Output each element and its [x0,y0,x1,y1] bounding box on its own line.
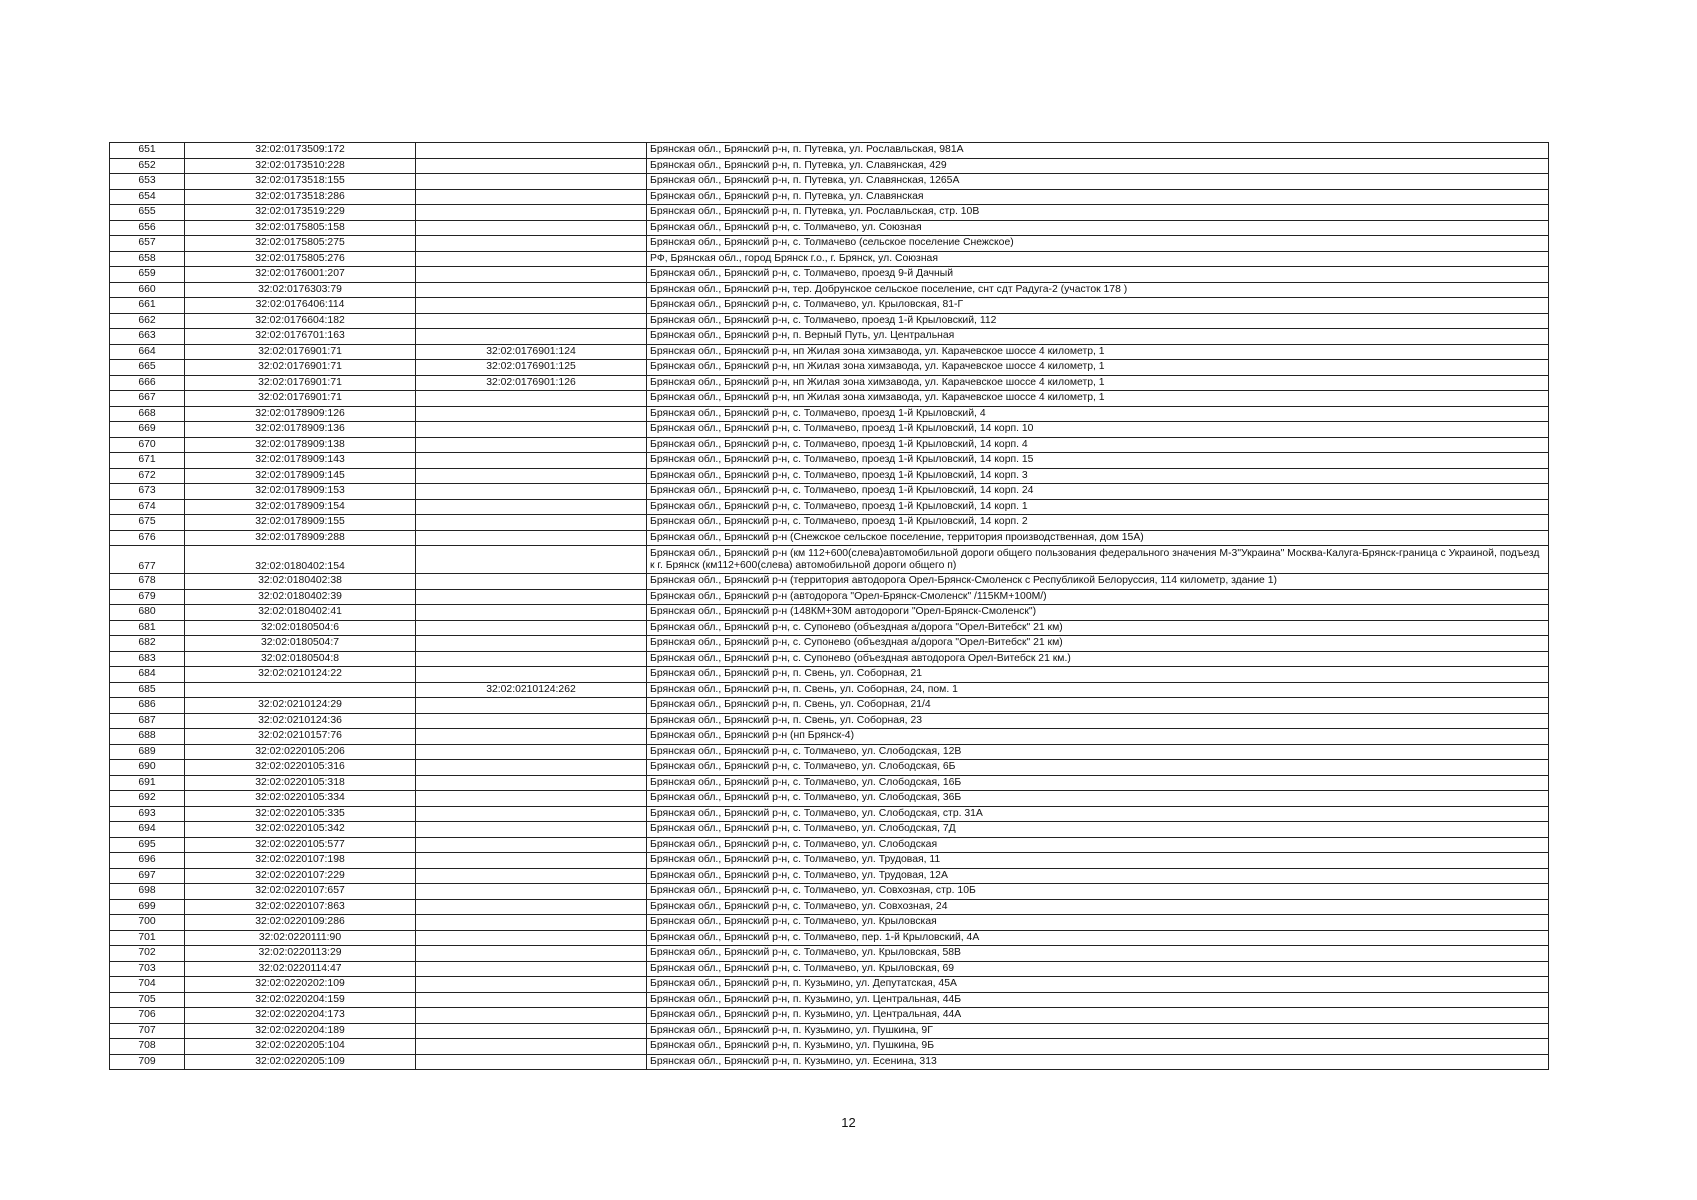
address-cell: Брянская обл., Брянский р-н, с. Толмачево, ул. Слободская [647,837,1549,853]
row-number-cell: 705 [110,992,185,1008]
table-row [110,515,1549,531]
row-number-cell: 689 [110,744,185,760]
object-cadastral-number-cell [416,530,647,546]
address-cell: Брянская обл., Брянский р-н, с. Толмачево, проезд 1-й Крыловский, 4 [647,406,1549,422]
table-row [110,546,1549,574]
table-row [110,205,1549,221]
table-row [110,375,1549,391]
cadastral-number-cell: 32:02:0220205:109 [185,1054,416,1070]
row-number-cell: 660 [110,282,185,298]
address-cell: Брянская обл., Брянский р-н, с. Толмачево, проезд 1-й Крыловский, 14 корп. 1 [647,499,1549,515]
table-row [110,484,1549,500]
object-cadastral-number-cell [416,729,647,745]
cadastral-number-cell: 32:02:0180402:154 [185,546,416,574]
cadastral-number-cell: 32:02:0173510:228 [185,158,416,174]
object-cadastral-number-cell: 32:02:0176901:126 [416,375,647,391]
object-cadastral-number-cell [416,574,647,590]
cadastral-number-cell: 32:02:0210124:36 [185,713,416,729]
address-cell: Брянская обл., Брянский р-н, с. Толмачево, проезд 1-й Крыловский, 14 корп. 2 [647,515,1549,531]
object-cadastral-number-cell [416,636,647,652]
address-cell: Брянская обл., Брянский р-н, с. Толмачево, ул. Слободская, стр. 31А [647,806,1549,822]
object-cadastral-number-cell [416,329,647,345]
object-cadastral-number-cell [416,499,647,515]
address-cell: Брянская обл., Брянский р-н, с. Толмачево, ул. Слободская, 16Б [647,775,1549,791]
table-row [110,391,1549,407]
address-cell: Брянская обл., Брянский р-н, п. Кузьмино, ул. Центральная, 44А [647,1008,1549,1024]
address-cell: Брянская обл., Брянский р-н, с. Толмачево, ул. Совхозная, стр. 10Б [647,884,1549,900]
table-row [110,806,1549,822]
row-number-cell: 652 [110,158,185,174]
table-row [110,961,1549,977]
cadastral-number-cell: 32:02:0220204:173 [185,1008,416,1024]
address-cell: Брянская обл., Брянский р-н, п. Свень, ул. Соборная, 21 [647,667,1549,683]
row-number-cell: 655 [110,205,185,221]
row-number-cell: 653 [110,174,185,190]
address-cell: Брянская обл., Брянский р-н, с. Супонево (объездная автодорога Орел-Витебск 21 км.) [647,651,1549,667]
row-number-cell: 688 [110,729,185,745]
address-cell: Брянская обл., Брянский р-н, с. Толмачево, ул. Трудовая, 12А [647,868,1549,884]
table-row [110,406,1549,422]
cadastral-number-cell: 32:02:0176406:114 [185,298,416,314]
table-row [110,884,1549,900]
table-row [110,977,1549,993]
cadastral-number-cell: 32:02:0173519:229 [185,205,416,221]
table-row [110,189,1549,205]
cadastral-number-cell: 32:02:0220204:159 [185,992,416,1008]
address-cell: Брянская обл., Брянский р-н, п. Путевка, ул. Рославльская, 981А [647,143,1549,159]
row-number-cell: 670 [110,437,185,453]
row-number-cell: 702 [110,946,185,962]
address-cell: Брянская обл., Брянский р-н, п. Верный Путь, ул. Центральная [647,329,1549,345]
cadastral-number-cell: 32:02:0220105:316 [185,760,416,776]
cadastral-number-cell: 32:02:0178909:154 [185,499,416,515]
row-number-cell: 682 [110,636,185,652]
address-cell: Брянская обл., Брянский р-н, п. Свень, ул. Соборная, 21/4 [647,698,1549,714]
object-cadastral-number-cell [416,143,647,159]
cadastral-number-cell: 32:02:0220107:863 [185,899,416,915]
table-row [110,667,1549,683]
address-cell: Брянская обл., Брянский р-н (148КМ+30М автодороги "Орел-Брянск-Смоленск") [647,605,1549,621]
cadastral-number-cell: 32:02:0176303:79 [185,282,416,298]
cadastral-number-cell: 32:02:0175805:158 [185,220,416,236]
cadastral-number-cell: 32:02:0176604:182 [185,313,416,329]
object-cadastral-number-cell [416,468,647,484]
address-cell: Брянская обл., Брянский р-н, с. Толмачево, ул. Крыловская, 58В [647,946,1549,962]
object-cadastral-number-cell [416,236,647,252]
address-cell: Брянская обл., Брянский р-н (нп Брянск-4) [647,729,1549,745]
object-cadastral-number-cell [416,822,647,838]
table-row [110,1039,1549,1055]
object-cadastral-number-cell [416,899,647,915]
table-row [110,636,1549,652]
object-cadastral-number-cell [416,930,647,946]
row-number-cell: 707 [110,1023,185,1039]
cadastral-number-cell: 32:02:0176901:71 [185,375,416,391]
object-cadastral-number-cell [416,282,647,298]
row-number-cell: 683 [110,651,185,667]
object-cadastral-number-cell [416,484,647,500]
object-cadastral-number-cell [416,884,647,900]
object-cadastral-number-cell [416,189,647,205]
table-row [110,143,1549,159]
row-number-cell: 698 [110,884,185,900]
cadastral-number-cell: 32:02:0180402:39 [185,589,416,605]
object-cadastral-number-cell [416,313,647,329]
row-number-cell: 666 [110,375,185,391]
address-cell: РФ, Брянская обл., город Брянск г.о., г. Брянск, ул. Союзная [647,251,1549,267]
table-row [110,729,1549,745]
table-row [110,775,1549,791]
address-cell: Брянская обл., Брянский р-н, с. Толмачево, пер. 1-й Крыловский, 4А [647,930,1549,946]
cadastral-number-cell: 32:02:0180504:7 [185,636,416,652]
registry-table [109,142,1549,1070]
object-cadastral-number-cell [416,1008,647,1024]
address-cell: Брянская обл., Брянский р-н, п. Путевка, ул. Рославльская, стр. 10В [647,205,1549,221]
object-cadastral-number-cell [416,453,647,469]
cadastral-number-cell: 32:02:0220105:206 [185,744,416,760]
cadastral-number-cell: 32:02:0220107:657 [185,884,416,900]
cadastral-number-cell [185,682,416,698]
object-cadastral-number-cell [416,992,647,1008]
row-number-cell: 694 [110,822,185,838]
row-number-cell: 673 [110,484,185,500]
object-cadastral-number-cell [416,1054,647,1070]
row-number-cell: 693 [110,806,185,822]
row-number-cell: 662 [110,313,185,329]
table-row [110,236,1549,252]
object-cadastral-number-cell: 32:02:0210124:262 [416,682,647,698]
object-cadastral-number-cell [416,760,647,776]
object-cadastral-number-cell [416,744,647,760]
address-cell: Брянская обл., Брянский р-н, с. Толмачево, проезд 9-й Дачный [647,267,1549,283]
address-cell: Брянская обл., Брянский р-н, с. Толмачево, проезд 1-й Крыловский, 14 корп. 10 [647,422,1549,438]
row-number-cell: 668 [110,406,185,422]
cadastral-number-cell: 32:02:0210124:29 [185,698,416,714]
row-number-cell: 654 [110,189,185,205]
table-row [110,744,1549,760]
object-cadastral-number-cell [416,422,647,438]
row-number-cell: 703 [110,961,185,977]
address-cell: Брянская обл., Брянский р-н, с. Толмачево, ул. Крыловская, 81-Г [647,298,1549,314]
address-cell: Брянская обл., Брянский р-н, с. Супонево (объездная а/дорога "Орел-Витебск" 21 км) [647,636,1549,652]
object-cadastral-number-cell [416,437,647,453]
address-cell: Брянская обл., Брянский р-н, с. Толмачево, ул. Слободская, 12В [647,744,1549,760]
cadastral-number-cell: 32:02:0178909:143 [185,453,416,469]
table-row [110,791,1549,807]
row-number-cell: 685 [110,682,185,698]
cadastral-number-cell: 32:02:0220105:342 [185,822,416,838]
object-cadastral-number-cell [416,667,647,683]
row-number-cell: 667 [110,391,185,407]
object-cadastral-number-cell: 32:02:0176901:125 [416,360,647,376]
cadastral-number-cell: 32:02:0220111:90 [185,930,416,946]
row-number-cell: 677 [110,546,185,574]
row-number-cell: 659 [110,267,185,283]
table-row [110,682,1549,698]
row-number-cell: 674 [110,499,185,515]
object-cadastral-number-cell [416,298,647,314]
address-cell: Брянская обл., Брянский р-н, с. Толмачево, ул. Совхозная, 24 [647,899,1549,915]
table-row [110,329,1549,345]
address-cell: Брянская обл., Брянский р-н, с. Толмачево, ул. Слободская, 6Б [647,760,1549,776]
address-cell: Брянская обл., Брянский р-н, п. Кузьмино, ул. Центральная, 44Б [647,992,1549,1008]
address-cell: Брянская обл., Брянский р-н, п. Кузьмино, ул. Есенина, 313 [647,1054,1549,1070]
table-row [110,437,1549,453]
row-number-cell: 663 [110,329,185,345]
cadastral-number-cell: 32:02:0176901:71 [185,360,416,376]
address-cell: Брянская обл., Брянский р-н, п. Свень, ул. Соборная, 23 [647,713,1549,729]
table-row [110,267,1549,283]
address-cell: Брянская обл., Брянский р-н, с. Толмачево, ул. Крыловская [647,915,1549,931]
cadastral-number-cell: 32:02:0180402:38 [185,574,416,590]
address-cell: Брянская обл., Брянский р-н, нп Жилая зона химзавода, ул. Карачевское шоссе 4 километр, 1 [647,344,1549,360]
address-cell: Брянская обл., Брянский р-н, с. Толмачево, проезд 1-й Крыловский, 112 [647,313,1549,329]
row-number-cell: 691 [110,775,185,791]
table-row [110,853,1549,869]
table-row [110,313,1549,329]
table-row [110,360,1549,376]
object-cadastral-number-cell [416,915,647,931]
cadastral-number-cell: 32:02:0220114:47 [185,961,416,977]
row-number-cell: 651 [110,143,185,159]
address-cell: Брянская обл., Брянский р-н, с. Толмачево, ул. Трудовая, 11 [647,853,1549,869]
object-cadastral-number-cell [416,174,647,190]
table-row [110,698,1549,714]
row-number-cell: 686 [110,698,185,714]
address-cell: Брянская обл., Брянский р-н, п. Путевка, ул. Славянская [647,189,1549,205]
address-cell: Брянская обл., Брянский р-н, с. Супонево (объездная а/дорога "Орел-Витебск" 21 км) [647,620,1549,636]
row-number-cell: 664 [110,344,185,360]
cadastral-number-cell: 32:02:0178909:153 [185,484,416,500]
cadastral-number-cell: 32:02:0180504:6 [185,620,416,636]
object-cadastral-number-cell [416,961,647,977]
object-cadastral-number-cell [416,546,647,574]
row-number-cell: 681 [110,620,185,636]
table-row [110,158,1549,174]
address-cell: Брянская обл., Брянский р-н, нп Жилая зона химзавода, ул. Карачевское шоссе 4 километр, 1 [647,391,1549,407]
cadastral-number-cell: 32:02:0220109:286 [185,915,416,931]
row-number-cell: 692 [110,791,185,807]
row-number-cell: 708 [110,1039,185,1055]
object-cadastral-number-cell [416,220,647,236]
cadastral-number-cell: 32:02:0180402:41 [185,605,416,621]
cadastral-number-cell: 32:02:0176701:163 [185,329,416,345]
object-cadastral-number-cell: 32:02:0176901:124 [416,344,647,360]
object-cadastral-number-cell [416,391,647,407]
table-row [110,620,1549,636]
object-cadastral-number-cell [416,977,647,993]
address-cell: Брянская обл., Брянский р-н, п. Путевка, ул. Славянская, 1265А [647,174,1549,190]
table-row [110,760,1549,776]
object-cadastral-number-cell [416,791,647,807]
object-cadastral-number-cell [416,158,647,174]
address-cell: Брянская обл., Брянский р-н, нп Жилая зона химзавода, ул. Карачевское шоссе 4 километр, 1 [647,375,1549,391]
row-number-cell: 695 [110,837,185,853]
address-cell: Брянская обл., Брянский р-н, нп Жилая зона химзавода, ул. Карачевское шоссе 4 километр, 1 [647,360,1549,376]
cadastral-number-cell: 32:02:0220105:318 [185,775,416,791]
row-number-cell: 661 [110,298,185,314]
address-cell: Брянская обл., Брянский р-н, с. Толмачево, проезд 1-й Крыловский, 14 корп. 3 [647,468,1549,484]
row-number-cell: 701 [110,930,185,946]
row-number-cell: 699 [110,899,185,915]
cadastral-number-cell: 32:02:0173518:286 [185,189,416,205]
cadastral-number-cell: 32:02:0176001:207 [185,267,416,283]
row-number-cell: 672 [110,468,185,484]
object-cadastral-number-cell [416,837,647,853]
address-cell: Брянская обл., Брянский р-н, с. Толмачево, ул. Слободская, 36Б [647,791,1549,807]
address-cell: Брянская обл., Брянский р-н (территория автодорога Орел-Брянск-Смоленск с Республикой Белоруссия, 114 километр, здание 1) [647,574,1549,590]
table-row [110,499,1549,515]
address-cell: Брянская обл., Брянский р-н, с. Толмачево, проезд 1-й Крыловский, 14 корп. 15 [647,453,1549,469]
address-cell: Брянская обл., Брянский р-н, с. Толмачево, ул. Союзная [647,220,1549,236]
address-cell: Брянская обл., Брянский р-н, с. Толмачево (сельское поселение Снежское) [647,236,1549,252]
registry-table-body [110,143,1549,1070]
table-row [110,1054,1549,1070]
cadastral-number-cell: 32:02:0220204:189 [185,1023,416,1039]
table-row [110,298,1549,314]
page-number: 12 [841,1115,856,1130]
cadastral-number-cell: 32:02:0175805:276 [185,251,416,267]
row-number-cell: 669 [110,422,185,438]
table-row [110,822,1549,838]
cadastral-number-cell: 32:02:0178909:126 [185,406,416,422]
row-number-cell: 684 [110,667,185,683]
object-cadastral-number-cell [416,406,647,422]
table-row [110,713,1549,729]
object-cadastral-number-cell [416,713,647,729]
cadastral-number-cell: 32:02:0178909:288 [185,530,416,546]
row-number-cell: 696 [110,853,185,869]
row-number-cell: 656 [110,220,185,236]
cadastral-number-cell: 32:02:0178909:136 [185,422,416,438]
table-row [110,946,1549,962]
table-row [110,899,1549,915]
cadastral-number-cell: 32:02:0220107:198 [185,853,416,869]
object-cadastral-number-cell [416,946,647,962]
row-number-cell: 679 [110,589,185,605]
address-cell: Брянская обл., Брянский р-н, с. Толмачево, проезд 1-й Крыловский, 14 корп. 24 [647,484,1549,500]
object-cadastral-number-cell [416,698,647,714]
cadastral-number-cell: 32:02:0220105:577 [185,837,416,853]
table-row [110,453,1549,469]
row-number-cell: 676 [110,530,185,546]
row-number-cell: 680 [110,605,185,621]
table-row [110,220,1549,236]
object-cadastral-number-cell [416,205,647,221]
table-row [110,468,1549,484]
table-row [110,1008,1549,1024]
row-number-cell: 658 [110,251,185,267]
address-cell: Брянская обл., Брянский р-н (автодорога "Орел-Брянск-Смоленск" /115КМ+100М/) [647,589,1549,605]
table-row [110,915,1549,931]
table-row [110,574,1549,590]
table-row [110,992,1549,1008]
address-cell: Брянская обл., Брянский р-н, п. Кузьмино, ул. Пушкина, 9Б [647,1039,1549,1055]
cadastral-number-cell: 32:02:0176901:71 [185,344,416,360]
address-cell: Брянская обл., Брянский р-н (км 112+600(слева)автомобильной дороги общего пользования федерального значения М-3"Украина" Москва-Калуга-Брянск-граница с Украиной, подъезд к г. Брянск (км112+600(слева) автомобильной дороги общего п) [647,546,1549,574]
address-cell: Брянская обл., Брянский р-н, п. Свень, ул. Соборная, 24, пом. 1 [647,682,1549,698]
address-cell: Брянская обл., Брянский р-н, с. Толмачево, проезд 1-й Крыловский, 14 корп. 4 [647,437,1549,453]
table-row [110,422,1549,438]
cadastral-number-cell: 32:02:0176901:71 [185,391,416,407]
row-number-cell: 709 [110,1054,185,1070]
object-cadastral-number-cell [416,1039,647,1055]
object-cadastral-number-cell [416,1023,647,1039]
cadastral-number-cell: 32:02:0173518:155 [185,174,416,190]
address-cell: Брянская обл., Брянский р-н, п. Кузьмино, ул. Пушкина, 9Г [647,1023,1549,1039]
object-cadastral-number-cell [416,589,647,605]
cadastral-number-cell: 32:02:0178909:138 [185,437,416,453]
cadastral-number-cell: 32:02:0178909:155 [185,515,416,531]
row-number-cell: 700 [110,915,185,931]
object-cadastral-number-cell [416,620,647,636]
table-row [110,868,1549,884]
row-number-cell: 657 [110,236,185,252]
table-row [110,651,1549,667]
address-cell: Брянская обл., Брянский р-н, с. Толмачево, ул. Слободская, 7Д [647,822,1549,838]
table-row [110,530,1549,546]
cadastral-number-cell: 32:02:0220202:109 [185,977,416,993]
table-row [110,605,1549,621]
object-cadastral-number-cell [416,267,647,283]
row-number-cell: 706 [110,1008,185,1024]
address-cell: Брянская обл., Брянский р-н, тер. Добрунское сельское поселение, снт сдт Радуга-2 (участок 178 ) [647,282,1549,298]
table-row [110,282,1549,298]
row-number-cell: 665 [110,360,185,376]
cadastral-number-cell: 32:02:0180504:8 [185,651,416,667]
object-cadastral-number-cell [416,515,647,531]
table-row [110,344,1549,360]
row-number-cell: 697 [110,868,185,884]
cadastral-number-cell: 32:02:0210157:76 [185,729,416,745]
object-cadastral-number-cell [416,651,647,667]
table-row [110,1023,1549,1039]
row-number-cell: 678 [110,574,185,590]
table-row [110,251,1549,267]
object-cadastral-number-cell [416,868,647,884]
address-cell: Брянская обл., Брянский р-н (Снежское сельское поселение, территория производственная, дом 15А) [647,530,1549,546]
row-number-cell: 704 [110,977,185,993]
table-row [110,174,1549,190]
object-cadastral-number-cell [416,251,647,267]
cadastral-number-cell: 32:02:0173509:172 [185,143,416,159]
address-cell: Брянская обл., Брянский р-н, с. Толмачево, ул. Крыловская, 69 [647,961,1549,977]
cadastral-number-cell: 32:02:0178909:145 [185,468,416,484]
object-cadastral-number-cell [416,853,647,869]
address-cell: Брянская обл., Брянский р-н, п. Кузьмино, ул. Депутатская, 45А [647,977,1549,993]
cadastral-number-cell: 32:02:0220205:104 [185,1039,416,1055]
cadastral-number-cell: 32:02:0175805:275 [185,236,416,252]
cadastral-number-cell: 32:02:0220113:29 [185,946,416,962]
table-row [110,930,1549,946]
table-row [110,589,1549,605]
cadastral-number-cell: 32:02:0220105:334 [185,791,416,807]
table-row [110,837,1549,853]
row-number-cell: 687 [110,713,185,729]
row-number-cell: 671 [110,453,185,469]
object-cadastral-number-cell [416,806,647,822]
object-cadastral-number-cell [416,605,647,621]
cadastral-number-cell: 32:02:0220107:229 [185,868,416,884]
row-number-cell: 690 [110,760,185,776]
address-cell: Брянская обл., Брянский р-н, п. Путевка, ул. Славянская, 429 [647,158,1549,174]
object-cadastral-number-cell [416,775,647,791]
cadastral-number-cell: 32:02:0220105:335 [185,806,416,822]
row-number-cell: 675 [110,515,185,531]
cadastral-number-cell: 32:02:0210124:22 [185,667,416,683]
